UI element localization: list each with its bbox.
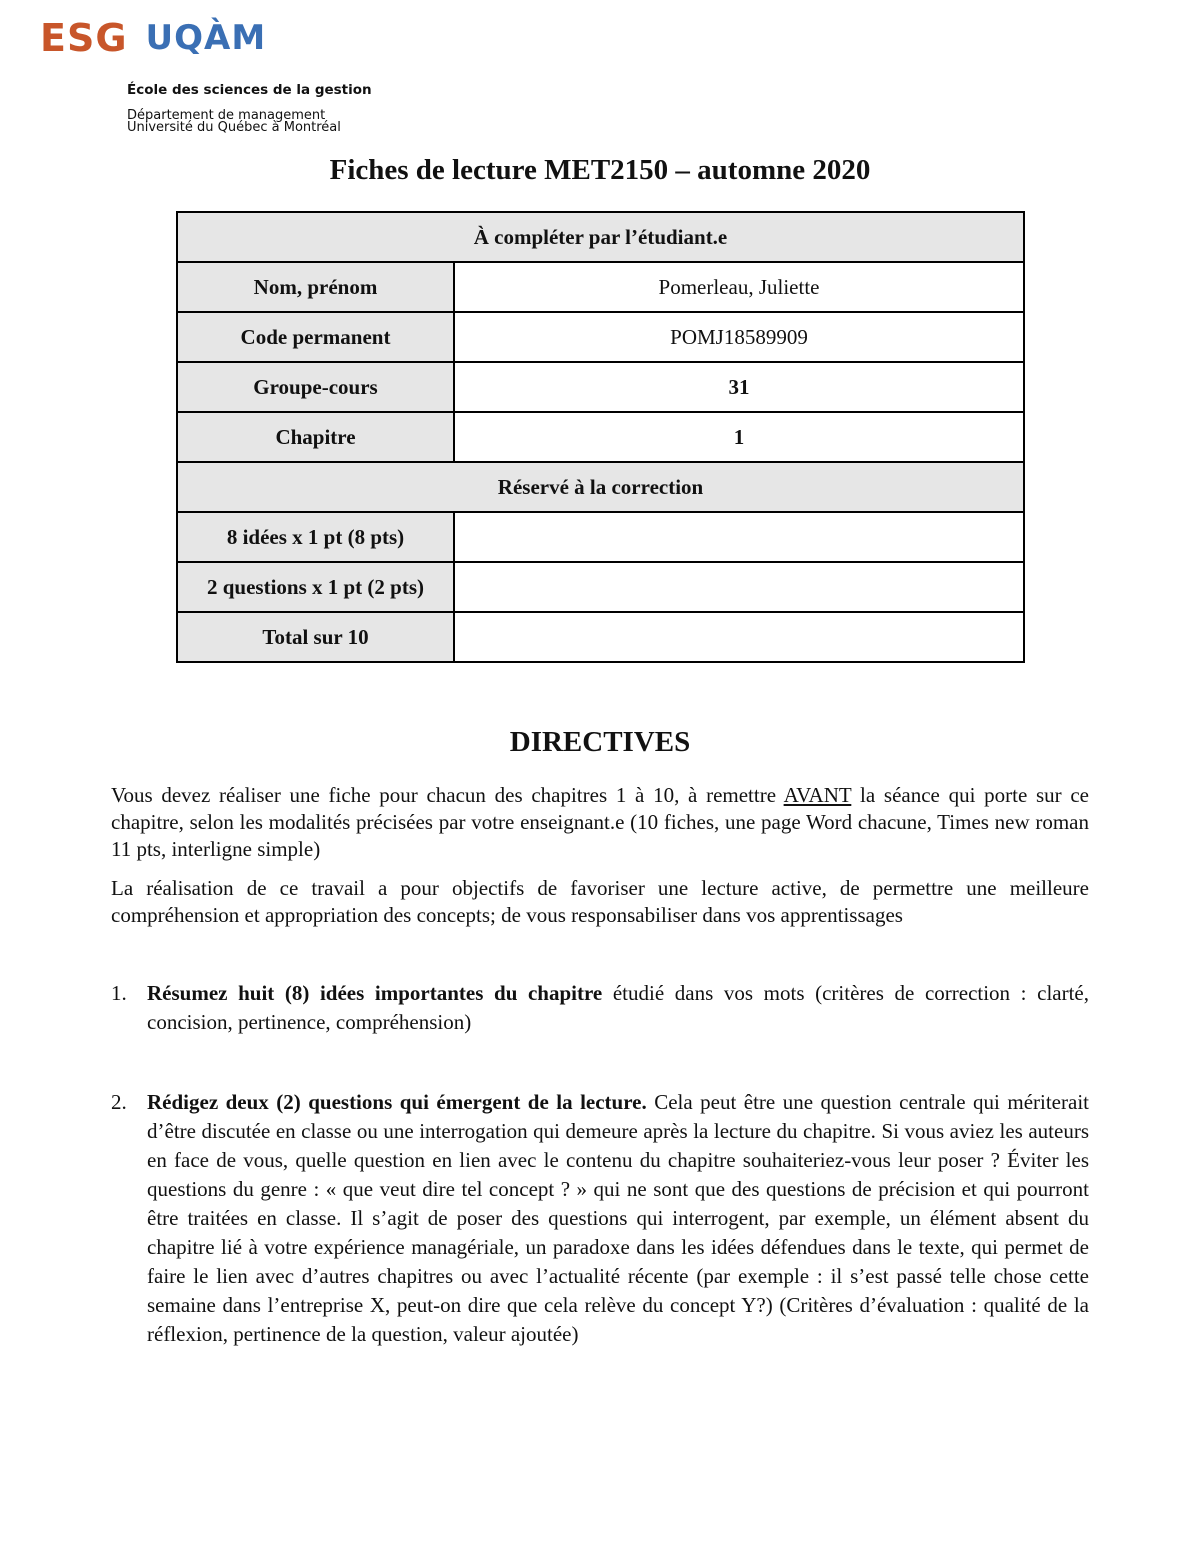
table-row (177, 512, 1024, 562)
table-row (177, 362, 1024, 412)
table-row (177, 562, 1024, 612)
table-row (177, 412, 1024, 462)
list-item-text: étudié dans vos mots (critères de correction : clarté, concision, pertinence, compréhension) (147, 981, 1089, 1034)
name-label: Nom, prénom (177, 262, 454, 312)
table-row (177, 212, 1024, 262)
chapter-value: 1 (454, 412, 1024, 462)
permanent-code-label: Code permanent (177, 312, 454, 362)
chapter-label: Chapitre (177, 412, 454, 462)
list-item-bold-text: Rédigez deux (2) questions qui émergent de la lecture. (147, 1090, 647, 1114)
directives-paragraph-2: La réalisation de ce travail a pour objectifs de favoriser une lecture active, de permettre une meilleure compréhension et appropriation des concepts; de vous responsabiliser dans vos apprentissages (111, 876, 1089, 927)
department-name: Département de management (127, 108, 326, 123)
permanent-code-value: POMJ18589909 (454, 312, 1024, 362)
logo-uqam-text: UQÀM (145, 18, 267, 58)
table-row (177, 262, 1024, 312)
total-score-value (454, 612, 1024, 662)
reading-sheet-form-table (176, 211, 1025, 663)
school-name: École des sciences de la gestion (127, 82, 372, 98)
ideas-score-label: 8 idées x 1 pt (8 pts) (177, 512, 454, 562)
list-item-bold-text: Résumez huit (8) idées importantes du chapitre (147, 981, 603, 1005)
list-item-number: 2. (111, 1090, 127, 1114)
table-row (177, 612, 1024, 662)
list-item-number: 1. (111, 981, 127, 1005)
table-row (177, 462, 1024, 512)
course-group-label: Groupe-cours (177, 362, 454, 412)
list-item-body (147, 979, 1089, 1037)
p1-after-text: la séance qui porte sur ce chapitre, selon les modalités précisées par votre enseignant.e (10 fiches, une page Word chacune, Times new roman 11 pts, interligne simple) (111, 783, 1089, 861)
esg-uqam-logo (40, 16, 266, 60)
questions-score-label: 2 questions x 1 pt (2 pts) (177, 562, 454, 612)
questions-score-value (454, 562, 1024, 612)
course-group-value: 31 (454, 362, 1024, 412)
student-section-header: À compléter par l’étudiant.e (177, 212, 1024, 262)
university-name (127, 120, 341, 136)
list-item-body (147, 1088, 1089, 1349)
p1-underlined-text: AVANT (783, 783, 852, 807)
list-item-text: Cela peut être une question centrale qui mériterait d’être discutée en classe ou une interrogation qui demeure après la lecture du chapitre. Si vous aviez les auteurs en face de vous, quelle question en lien avec le contenu du chapitre souhaiteriez-vous leur poser ? Éviter les questions du genre : « que veut dire tel concept ? » qui ne sont que des questions de précision et qui pourront être traitées en classe. Il s’agit de poser des questions qui interrogent, par exemple, un élément absent du chapitre lié à votre expérience managériale, un paradoxe dans les idées défendues dans le texte, qui permet de faire le lien avec d’autres chapitres ou avec l’actualité récente (par exemple : il s’est passé telle chose cette semaine dans l’entreprise X, peut-on dire que cela relève du concept Y?) (Critères d’évaluation : qualité de la réflexion, pertinence de la question, valeur ajoutée) (147, 1090, 1089, 1346)
total-score-label: Total sur 10 (177, 612, 454, 662)
table-row (177, 312, 1024, 362)
list-item (111, 1088, 1089, 1349)
ideas-score-value (454, 512, 1024, 562)
correction-section-header: Réservé à la correction (177, 462, 1024, 512)
directives-paragraph-1 (111, 782, 1089, 863)
logo-esg-text: ESG (40, 16, 128, 60)
directives-heading: DIRECTIVES (509, 726, 691, 758)
university-name-text: Université du Québec à Montréal (127, 120, 341, 135)
name-value: Pomerleau, Juliette (454, 262, 1024, 312)
p1-before-text: Vous devez réaliser une fiche pour chacun des chapitres 1 à 10, à remettre (111, 783, 784, 807)
page-title: Fiches de lecture MET2150 – automne 2020 (329, 154, 871, 186)
list-item (111, 979, 1089, 1037)
